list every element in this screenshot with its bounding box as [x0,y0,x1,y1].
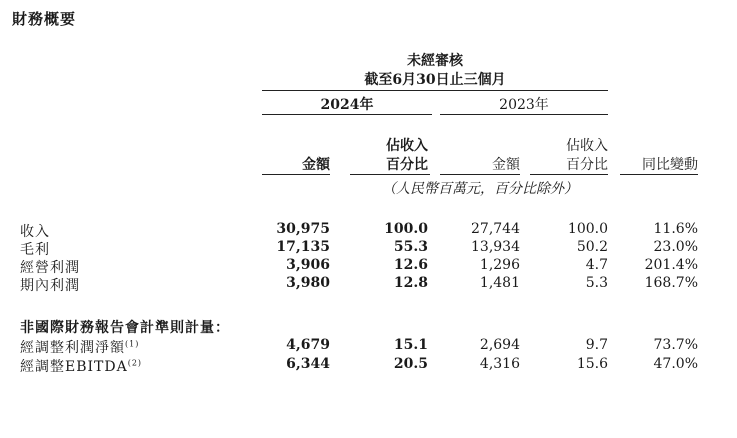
col-pct-2024-line2: 百分比 [386,157,428,173]
row-label-text: 經調整利潤淨額 [20,340,125,356]
row-label [20,337,139,357]
yoy-change: 168.7% [644,275,698,291]
value-2024: 6,344 [286,356,330,372]
pct-2024: 15.1 [393,337,428,353]
unit-note: （人民幣百萬元，百分比除外） [382,181,578,197]
value-2024: 4,679 [286,337,330,353]
header-rule-period [262,90,608,91]
pct-2024: 12.8 [393,275,428,291]
pct-2024: 20.5 [393,356,428,372]
row-label: 期內利潤 [20,278,80,294]
yoy-change: 11.6% [653,221,698,237]
non-ifrs-heading: 非國際財務報告會計準則計量： [20,320,230,336]
col-amount-2024: 金額 [302,157,330,173]
pct-2023: 5.3 [585,275,608,291]
pct-2023: 100.0 [567,221,608,237]
row-label: 毛利 [20,242,50,258]
page-title: 財務概要 [12,10,77,28]
year-2023-label: 2023年 [499,97,549,113]
col-yoy: 同比變動 [642,157,698,173]
value-2024: 17,135 [276,239,330,255]
value-2024: 30,975 [276,221,330,237]
yoy-change: 47.0% [653,356,698,372]
row-label: 收入 [20,224,50,240]
value-2023: 1,481 [479,275,520,291]
col-rule-4 [530,174,608,175]
value-2023: 13,934 [471,239,520,255]
col-amount-2023: 金額 [492,157,520,173]
pct-2024: 100.0 [384,221,428,237]
col-rule-3 [440,174,520,175]
col-pct-2023-line2: 百分比 [566,157,608,173]
value-2023: 4,316 [479,356,520,372]
audit-label: 未經審核 [407,53,463,69]
period-label: 截至6月30日止三個月 [364,72,506,88]
row-label [20,356,142,376]
year-2024-label: 2024年 [320,97,374,113]
footnote-marker: (2) [127,358,143,368]
header-rule-2023 [440,114,608,115]
pct-2024: 55.3 [393,239,428,255]
value-2023: 27,744 [471,221,520,237]
pct-2023: 50.2 [576,239,608,255]
pct-2023: 9.7 [585,337,608,353]
yoy-change: 201.4% [644,257,698,273]
pct-2023: 15.6 [576,356,608,372]
col-rule-5 [620,174,698,175]
value-2023: 2,694 [479,337,520,353]
yoy-change: 23.0% [653,239,698,255]
col-rule-2 [350,174,430,175]
col-pct-2024-line1: 佔收入 [386,138,428,154]
value-2024: 3,906 [286,257,330,273]
value-2023: 1,296 [479,257,520,273]
pct-2023: 4.7 [585,257,608,273]
row-label: 經營利潤 [20,260,80,276]
header-rule-2024 [262,114,432,115]
footnote-marker: (1) [125,339,140,349]
pct-2024: 12.6 [393,257,428,273]
col-pct-2023-line1: 佔收入 [566,138,608,154]
yoy-change: 73.7% [653,337,698,353]
col-rule-1 [262,174,330,175]
value-2024: 3,980 [286,275,330,291]
row-label-text: 經調整EBITDA [20,359,128,375]
